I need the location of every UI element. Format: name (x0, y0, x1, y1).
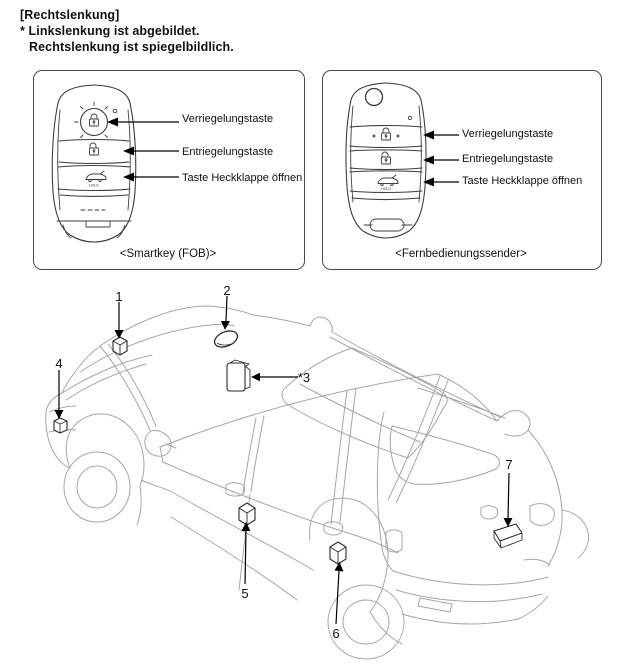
callout-number-6: 6 (332, 626, 340, 641)
smartkey-label-unlock: Entriegelungstaste (182, 146, 274, 158)
callout-number-4: 4 (55, 356, 63, 371)
component-5-door-handle-sensor (239, 503, 255, 525)
header-steering-tag: [Rechtslenkung] (20, 8, 120, 22)
component-4-sensor (54, 418, 67, 433)
callout-number-7: 7 (505, 457, 513, 472)
arrow-head-callout-6 (335, 562, 344, 572)
arrow-head-callout-2 (221, 321, 230, 330)
remote-label-unlock: Entriegelungstaste (462, 153, 554, 165)
component-1-antenna (113, 337, 127, 355)
vehicle-wireframe (46, 306, 589, 659)
remote-label-tailgate: Taste Heckklappe öffnen (462, 175, 583, 187)
component-6-door-handle-sensor (330, 542, 346, 564)
arrow-head-callout-3 (251, 373, 260, 381)
remote-hold-label: HOLD (381, 187, 391, 191)
remote-label-lock: Verriegelungstaste (462, 128, 554, 140)
callout-number-5: 5 (241, 586, 249, 601)
component-3-module (227, 360, 250, 391)
callout-number-1: 1 (115, 289, 123, 304)
remote-caption: <Fernbedienungssender> (395, 248, 527, 260)
smartkey-label-tailgate: Taste Heckklappe öffnen (182, 172, 303, 184)
arrow-head-callout-4 (55, 410, 64, 419)
callout-number-2: 2 (223, 283, 231, 298)
header-note-line-1: * Linkslenkung ist abgebildet. (20, 24, 200, 38)
smartkey-caption: <Smartkey (FOB)> (119, 248, 217, 260)
component-2-antenna-ring (212, 328, 240, 350)
smartkey-label-lock: Verriegelungstaste (182, 113, 274, 125)
smartkey-hold-label: HOLD (89, 183, 99, 188)
header-note-line-2: Rechtslenkung ist spiegelbildlich. (29, 40, 234, 54)
component-7-tailgate-switch (494, 524, 522, 548)
callout-number-3: *3 (297, 370, 311, 385)
